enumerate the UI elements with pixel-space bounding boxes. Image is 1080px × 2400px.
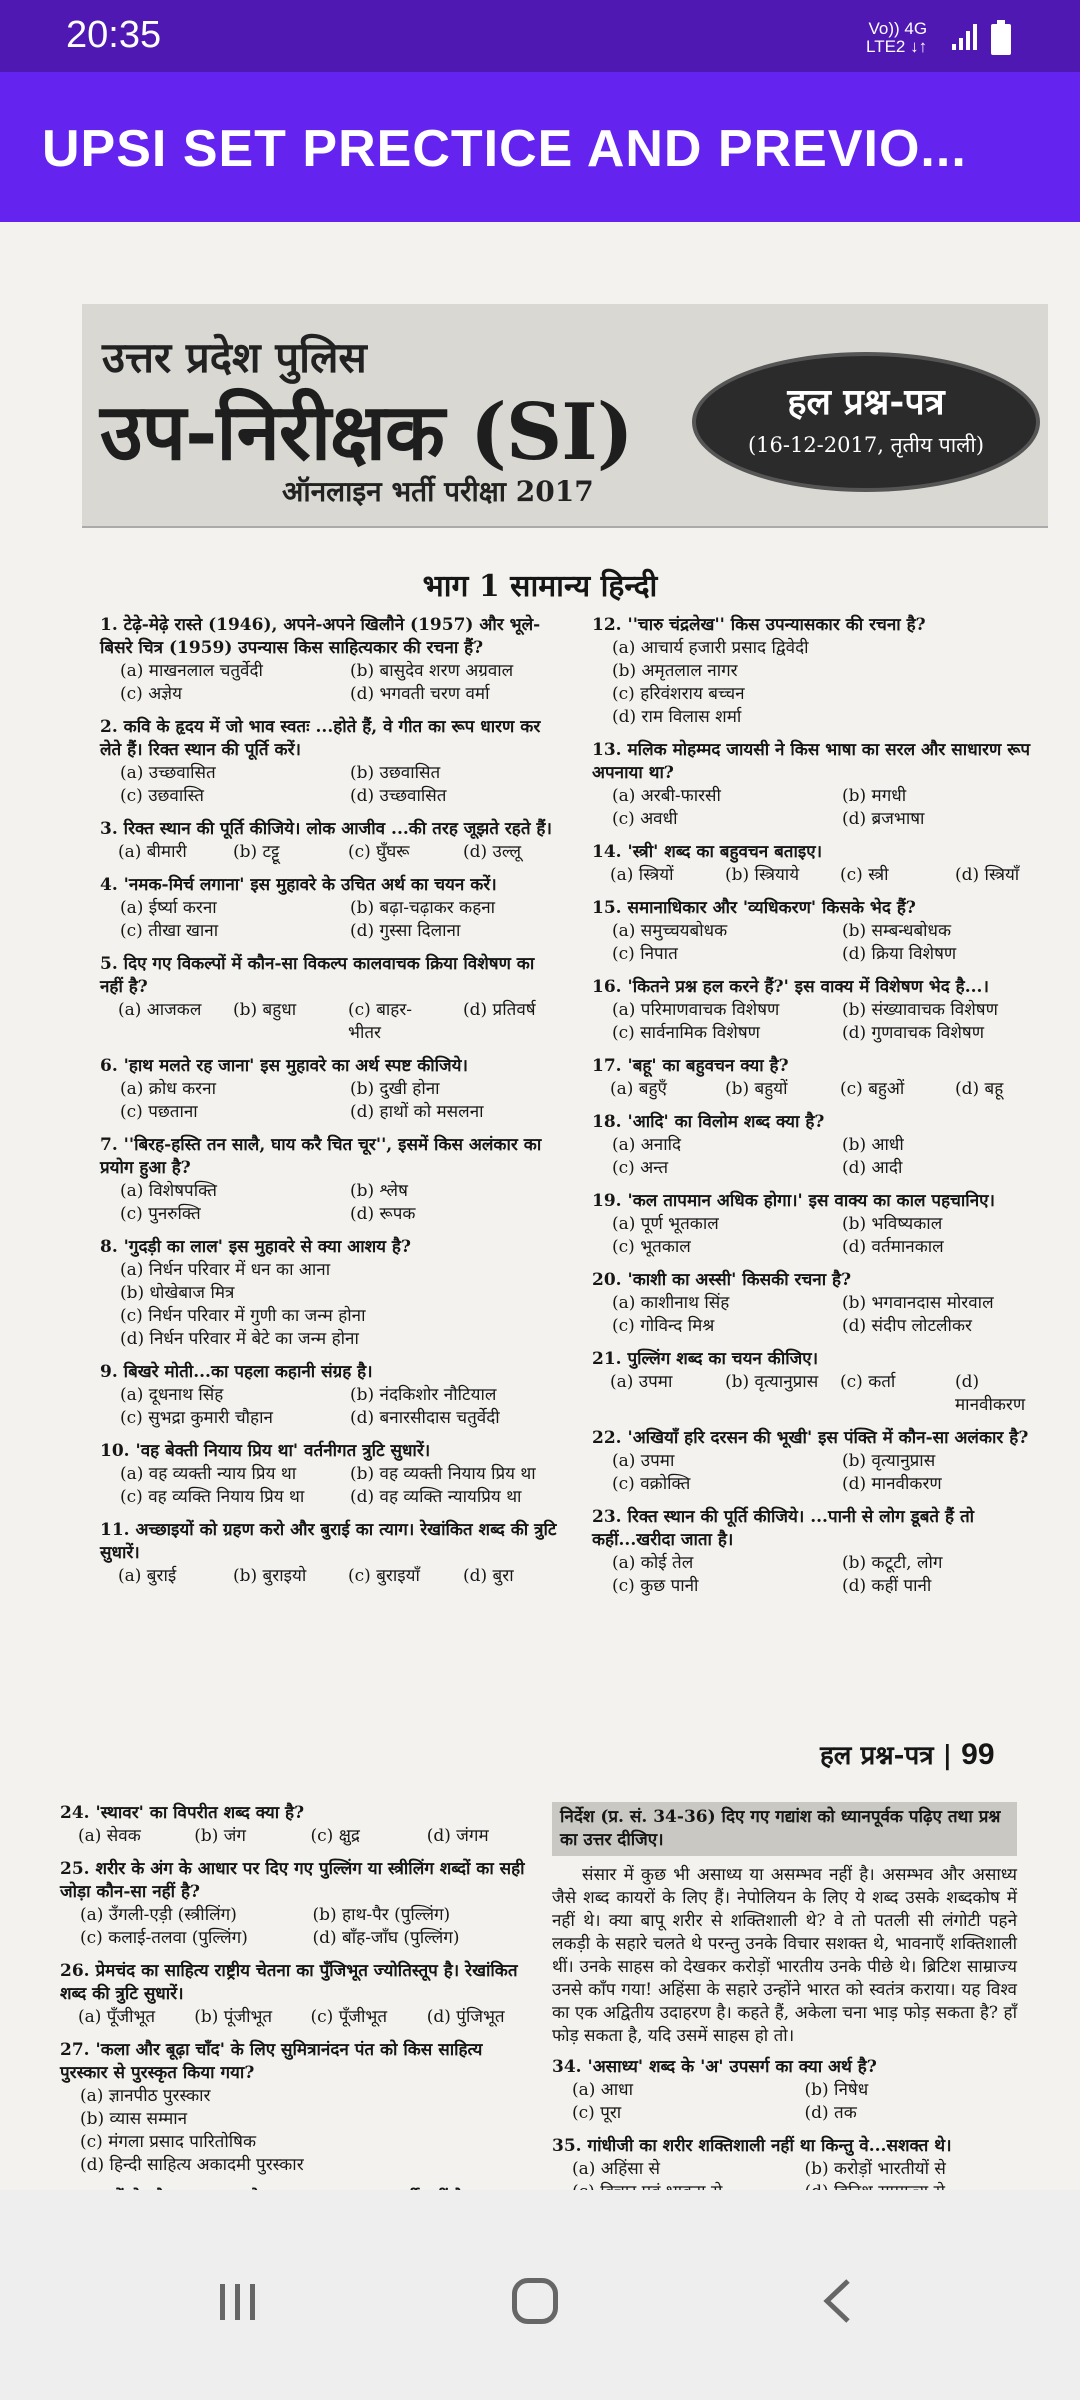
option-item: (d) बुरा <box>463 1566 514 1586</box>
options-list <box>60 2085 525 2177</box>
badge-subtitle: (16-12-2017, तृतीय पाली) <box>747 433 985 457</box>
question-text: 1. टेढ़े-मेढ़े रास्ते (1946), अपने-अपने खिलौने (1957) और भूले-बिसरे चित्र (1959) उपन्यास किस साहित्यकार की रचना हैं? <box>100 615 541 658</box>
banner-line-3: ऑनलाइन भर्ती परीक्षा 2017 <box>282 475 594 508</box>
option-item: (b) वृत्यानुप्रास <box>842 1451 936 1471</box>
home-button[interactable] <box>512 2278 558 2324</box>
option-item: (b) भविष्यकाल <box>842 1214 943 1234</box>
option-item: (d) भगवती चरण वर्मा <box>350 684 490 704</box>
option-item: (c) पछताना <box>120 1102 198 1122</box>
option-item: (a) ईर्ष्या करना <box>120 898 217 918</box>
option-item: (b) अमृतलाल नागर <box>612 661 738 681</box>
exam-banner <box>82 304 1048 528</box>
option-item: (a) विशेषपक्ति <box>120 1181 217 1201</box>
option-item: (b) बुराइयो <box>233 1566 307 1586</box>
option-item: (b) उछवासित <box>350 763 441 783</box>
options-list <box>60 2006 525 2029</box>
option-item: (a) उँगली-एड़ी (स्त्रीलिंग) <box>80 1905 237 1925</box>
option-item: (a) बीमारी <box>118 842 187 862</box>
question-item <box>100 874 560 943</box>
option-item: (a) सेवक <box>78 1826 141 1846</box>
question-text: 12. ''चारु चंद्रलेख'' किस उपन्यासकार की रचना है? <box>592 615 926 635</box>
question-text: 4. 'नमक-मिर्च लगाना' इस मुहावरे के उचित अर्थ का चयन करें। <box>100 875 497 895</box>
option-item: (b) स्त्रियाये <box>725 865 800 885</box>
badge-title: हल प्रश्न-पत्र <box>787 381 945 423</box>
navigation-bar <box>0 2190 1080 2400</box>
question-text: 2. कवि के हृदय में जो भाव स्वतः ...होते हैं, वे गीत का रूप धारण कर लेते हैं। रिक्त स्थान की पूर्ति करें। <box>100 717 541 760</box>
question-text: 19. 'कल तापमान अधिक होगा।' इस वाक्य का काल पहचानिए। <box>592 1191 995 1211</box>
options-list <box>592 999 1052 1045</box>
question-item <box>60 1802 525 1848</box>
option-item: (d) राम विलास शर्मा <box>612 707 742 727</box>
option-item: (d) संदीप लोटलीकर <box>842 1316 972 1336</box>
question-item <box>60 1960 525 2029</box>
option-item: (a) कोई तेल <box>612 1553 694 1573</box>
question-item <box>100 716 560 808</box>
options-list <box>592 1078 1052 1101</box>
option-item: (d) वह व्यक्ति न्यायप्रिय था <box>350 1487 522 1507</box>
question-item <box>592 841 1052 887</box>
question-text: 17. 'बहू' का बहुवचन क्या है? <box>592 1056 789 1076</box>
status-bar <box>0 0 1080 72</box>
option-item: (c) निपात <box>612 944 678 964</box>
option-item: (a) परिमाणवाचक विशेषण <box>612 1000 780 1020</box>
network-line-2: LTE2 ↓↑ <box>866 37 928 56</box>
banner-line-1: उत्तर प्रदेश पुलिस <box>102 333 367 382</box>
question-item <box>552 2056 1017 2125</box>
passage-directive: निर्देश (प्र. सं. 34-36) दिए गए गद्यांश को ध्यानपूर्वक पढ़िए तथा प्रश्न का उत्तर दीजिए। <box>552 1802 1017 1856</box>
option-item: (a) निर्धन परिवार में धन का आना <box>120 1260 331 1280</box>
option-item: (a) उपमा <box>610 1372 673 1392</box>
question-item <box>592 1111 1052 1180</box>
option-item: (c) सुभद्रा कुमारी चौहान <box>120 1408 273 1428</box>
option-item: (b) मगधी <box>842 786 907 806</box>
option-item: (b) टट्टू <box>233 842 280 862</box>
option-item: (d) गुणवाचक विशेषण <box>842 1023 985 1043</box>
option-item: (b) हाथ-पैर (पुल्लिंग) <box>312 1905 451 1925</box>
option-item: (d) मानवीकरण <box>955 1372 1026 1415</box>
option-item: (b) पूंजीभूत <box>194 2007 273 2027</box>
option-item: (c) पूरा <box>572 2103 622 2123</box>
option-item: (d) बाँह-जाँघ (पुल्लिंग) <box>312 1928 460 1948</box>
question-item <box>592 739 1052 831</box>
option-item: (c) अज्ञेय <box>120 684 182 704</box>
option-item: (d) बनारसीदास चतुर्वेदी <box>350 1408 500 1428</box>
page-number: 99 <box>961 1738 995 1771</box>
question-item <box>100 953 560 1045</box>
question-text: 35. गांधीजी का शरीर शक्तिशाली नहीं था किन्तु वे...सशक्त थे। <box>552 2136 952 2156</box>
options-list <box>592 1292 1052 1338</box>
option-item: (c) बहुओं <box>840 1079 905 1099</box>
option-item: (d) पुंजिभूत <box>426 2007 505 2027</box>
questions-column-lower-right <box>552 1802 1017 2247</box>
option-item: (d) कहीं पानी <box>842 1576 932 1596</box>
option-item: (d) ब्रजभाषा <box>842 809 925 829</box>
option-item: (d) रूपक <box>350 1204 416 1224</box>
question-item <box>100 1134 560 1226</box>
question-text: 7. ''बिरह-हस्ति तन सालै, घाय करै चित चूर'', इसमें किस अलंकार का प्रयोग हुआ है? <box>100 1135 542 1178</box>
question-item <box>100 1519 560 1588</box>
option-item: (b) आधी <box>842 1135 904 1155</box>
section-title: भाग 1 सामान्य हिन्दी <box>422 569 658 604</box>
option-item: (d) क्रिया विशेषण <box>842 944 957 964</box>
option-item: (a) पूर्ण भूतकाल <box>612 1214 719 1234</box>
option-item: (a) उपमा <box>612 1451 675 1471</box>
option-item: (a) उच्छवासित <box>120 763 216 783</box>
option-item: (a) ज्ञानपीठ पुरस्कार <box>80 2086 211 2106</box>
option-item: (c) कुछ पानी <box>612 1576 699 1596</box>
options-list <box>100 1259 560 1351</box>
network-line-1: Vo)) 4G <box>868 19 928 38</box>
question-item <box>592 1506 1052 1598</box>
options-list <box>592 1371 1052 1417</box>
option-item: (b) कटूटी, लोग <box>842 1553 943 1573</box>
options-list <box>592 637 1052 729</box>
question-text: 23. रिक्त स्थान की पूर्ति कीजिये। ...पानी से लोग डूबते हैं तो कहीं...खरीदा जाता है। <box>592 1507 975 1550</box>
option-item: (a) पूँजीभूत <box>78 2007 156 2027</box>
option-item: (c) गोविन्द मिश्र <box>612 1316 715 1336</box>
option-item: (b) करोड़ों भारतीयों से <box>804 2159 946 2179</box>
question-text: 18. 'आदि' का विलोम शब्द क्या है? <box>592 1112 825 1132</box>
battery-icon <box>990 20 1012 56</box>
option-item: (b) बासुदेव शरण अग्रवाल <box>350 661 514 681</box>
options-list <box>60 1825 525 1848</box>
question-text: 34. 'असाध्य' शब्द के 'अ' उपसर्ग का क्या अर्थ है? <box>552 2057 877 2077</box>
option-item: (a) वह व्यक्ती न्याय प्रिय था <box>120 1464 297 1484</box>
option-item: (b) भगवानदास मोरवाल <box>842 1293 994 1313</box>
question-text: 21. पुल्लिंग शब्द का चयन कीजिए। <box>592 1349 819 1369</box>
option-item: (a) स्त्रियों <box>610 865 674 885</box>
option-item: (b) दुखी होना <box>350 1079 440 1099</box>
option-item: (a) आधा <box>572 2080 634 2100</box>
option-item: (a) क्रोध करना <box>120 1079 216 1099</box>
options-list <box>100 762 560 808</box>
option-item: (a) आजकल <box>118 1000 202 1020</box>
app-title: UPSI SET PRECTICE AND PREVIO... <box>42 120 967 178</box>
question-text: 26. प्रेमचंद का साहित्य राष्ट्रीय चेतना का पुँजिभूत ज्योतिस्तूप है। रेखांकित शब्द की त्रुटि सुधारें। <box>60 1961 518 2004</box>
status-time: 20:35 <box>66 14 162 56</box>
passage-text: संसार में कुछ भी असाध्य या असम्भव नहीं है। असम्भव और असाध्य जैसे शब्द कायरों के लिए हैं। नेपोलियन के लिए ये शब्द उसके शब्दकोष में नहीं थे। क्या बापू शरीर से शक्तिशाली थे? वे तो पतली सी लंगोटी पहने लकड़ी के सहारे चलते थे परन्तु उनके विचार सशक्त थे, भावनाएँ शक्तिशाली थीं। उनके साहस को देखकर करोड़ों भारतीय उनके पीछे थे। ब्रिटिश साम्राज्य उनसे काँप गया! अहिंसा के सहारे उन्होंने भारत को स्वतंत्र कराया। यह विश्व का एक अद्वितीय उदाहरण है। कहते हैं, अकेला चना भाड़ फोड़ सकता है? हाँ फोड़ सकता है, यदि उसमें साहस हो तो। <box>552 1865 1017 2046</box>
options-list <box>592 1213 1052 1259</box>
question-text: 3. रिक्त स्थान की पूर्ति कीजिये। लोक आजीव ...की तरह जूझते रहते हैं। <box>100 819 552 839</box>
option-item: (d) स्त्रियाँ <box>955 865 1020 885</box>
options-list <box>100 1384 560 1430</box>
questions-column-left <box>100 614 560 1598</box>
option-item: (b) सम्बन्धबोधक <box>842 921 952 941</box>
option-item: (b) व्यास सम्मान <box>80 2109 188 2129</box>
back-icon[interactable] <box>822 2278 852 2324</box>
network-indicator <box>866 20 927 56</box>
options-list <box>100 1565 560 1588</box>
question-text: 11. अच्छाइयों को ग्रहण करो और बुराई का त्याग। रेखांकित शब्द की त्रुटि सुधारें। <box>100 1520 557 1563</box>
option-item: (c) वह व्यक्ति नियाय प्रिय था <box>120 1487 305 1507</box>
question-text: 10. 'वह बेक्ती नियाय प्रिय था' वर्तनीगत त्रुटि सुधारें। <box>100 1441 431 1461</box>
questions-column-right <box>592 614 1052 1608</box>
banner-line-2: उप-निरीक्षक (SI) <box>100 387 633 478</box>
option-item: (c) उछवास्ति <box>120 786 204 806</box>
options-list <box>100 1180 560 1226</box>
options-list <box>100 841 560 864</box>
solved-paper-badge <box>692 352 1040 492</box>
option-item: (b) श्लेष <box>350 1181 408 1201</box>
option-item: (d) आदी <box>842 1158 903 1178</box>
options-list <box>100 1078 560 1124</box>
option-item: (a) काशीनाथ सिंह <box>612 1293 730 1313</box>
options-list <box>60 1904 525 1950</box>
option-item: (a) बहुएँ <box>610 1079 667 1099</box>
option-item: (b) वह व्यक्ती नियाय प्रिय था <box>350 1464 536 1484</box>
recent-apps-icon[interactable] <box>218 2284 258 2320</box>
option-item: (b) निषेध <box>804 2080 869 2100</box>
question-item <box>100 1055 560 1124</box>
option-item: (c) कलाई-तलवा (पुल्लिंग) <box>80 1928 248 1948</box>
question-item <box>100 818 560 864</box>
question-text: 14. 'स्त्री' शब्द का बहुवचन बताइए। <box>592 842 823 862</box>
option-item: (b) वृत्यानुप्रास <box>725 1372 819 1392</box>
option-item: (c) स्त्री <box>840 865 889 885</box>
options-list <box>100 999 560 1045</box>
option-item: (b) नंदकिशोर नौटियाल <box>350 1385 497 1405</box>
question-text: 15. समानाधिकार और 'व्यधिकरण' किसके भेद हैं? <box>592 898 916 918</box>
question-item <box>592 614 1052 729</box>
options-list <box>552 2079 1017 2125</box>
question-text: 25. शरीर के अंग के आधार पर दिए गए पुल्लिंग या स्त्रीलिंग शब्दों का सही जोड़ा कौन-सा नहीं है? <box>60 1859 525 1902</box>
option-item: (b) बहुधा <box>233 1000 297 1020</box>
question-text: 27. 'कला और बूढ़ा चाँद' के लिए सुमित्रानंदन पंत को किस साहित्य पुरस्कार से पुरस्कृत किया गया? <box>60 2040 483 2083</box>
options-list <box>100 1463 560 1509</box>
option-item: (c) क्षुद्र <box>310 1826 360 1846</box>
question-item <box>592 976 1052 1045</box>
option-item: (a) समुच्चयबोधक <box>612 921 728 941</box>
option-item: (c) बुराइयाँ <box>348 1566 420 1586</box>
option-item: (c) भूतकाल <box>612 1237 691 1257</box>
question-item <box>592 897 1052 966</box>
question-text: 8. 'गुदड़ी का लाल' इस मुहावरे से क्या आशय है? <box>100 1237 411 1257</box>
options-list <box>592 1450 1052 1496</box>
option-item: (c) निर्धन परिवार में गुणी का जन्म होना <box>120 1306 366 1326</box>
option-item: (b) बहुयों <box>725 1079 788 1099</box>
option-item: (c) अन्त <box>612 1158 669 1178</box>
option-item: (c) हरिवंशराय बच्चन <box>612 684 745 704</box>
question-item <box>592 1427 1052 1496</box>
option-item: (d) गुस्सा दिलाना <box>350 921 461 941</box>
option-item: (a) बुराई <box>118 1566 177 1586</box>
question-item <box>100 1361 560 1430</box>
question-item <box>60 2039 525 2177</box>
option-item: (c) मंगला प्रसाद पारितोषिक <box>80 2132 257 2152</box>
options-list <box>592 920 1052 966</box>
question-item <box>60 1858 525 1950</box>
question-text: 22. 'अखियाँ हरि दरसन की भूखी' इस पंक्ति में कौन-सा अलंकार है? <box>592 1428 1029 1448</box>
question-item <box>100 1440 560 1509</box>
option-item: (c) वक्रोक्ति <box>612 1474 691 1494</box>
option-item: (c) अवधी <box>612 809 678 829</box>
option-item: (b) धोखेबाज मित्र <box>120 1283 235 1303</box>
options-list <box>100 897 560 943</box>
question-text: 16. 'कितने प्रश्न हल करने हैं?' इस वाक्य में विशेषण भेद है...। <box>592 977 989 997</box>
option-item: (c) पूँजीभूत <box>310 2007 388 2027</box>
option-item: (d) तक <box>804 2103 857 2123</box>
option-item: (c) सार्वनामिक विशेषण <box>612 1023 760 1043</box>
option-item: (c) तीखा खाना <box>120 921 219 941</box>
option-item: (a) आचार्य हजारी प्रसाद द्विवेदी <box>612 638 809 658</box>
option-item: (c) पुनरुक्ति <box>120 1204 201 1224</box>
signal-icon <box>950 22 982 52</box>
option-item: (d) बहू <box>955 1079 1004 1099</box>
options-list <box>592 1134 1052 1180</box>
question-text: 5. दिए गए विकल्पों में कौन-सा विकल्प कालवाचक क्रिया विशेषण का नहीं है? <box>100 954 535 997</box>
question-item <box>100 614 560 706</box>
question-item <box>100 1236 560 1351</box>
question-text: 20. 'काशी का अस्सी' किसकी रचना है? <box>592 1270 852 1290</box>
question-text: 13. मलिक मोहम्मद जायसी ने किस भाषा का सरल और साधारण रूप अपनाया था? <box>592 740 1031 783</box>
option-item: (d) हिन्दी साहित्य अकादमी पुरस्कार <box>80 2155 304 2175</box>
option-item: (b) जंग <box>194 1826 246 1846</box>
options-list <box>100 660 560 706</box>
option-item: (a) दूधनाथ सिंह <box>120 1385 224 1405</box>
option-item: (d) उच्छवासित <box>350 786 447 806</box>
app-bar <box>0 72 1080 222</box>
option-item: (d) उल्लू <box>463 842 522 862</box>
option-item: (c) घुँघरू <box>348 842 410 862</box>
page-footer <box>820 1736 995 1772</box>
question-item <box>592 1055 1052 1101</box>
options-list <box>592 864 1052 887</box>
option-item: (a) माखनलाल चतुर्वेदी <box>120 661 263 681</box>
option-item: (b) संख्यावाचक विशेषण <box>842 1000 998 1020</box>
options-list <box>592 1552 1052 1598</box>
option-item: (c) बाहर-भीतर <box>348 1000 413 1043</box>
option-item: (c) कर्ता <box>840 1372 896 1392</box>
option-item: (d) मानवीकरण <box>842 1474 942 1494</box>
page-footer-label: हल प्रश्न-पत्र | <box>820 1741 953 1771</box>
option-item: (a) अनादि <box>612 1135 682 1155</box>
option-item: (d) जंगम <box>426 1826 489 1846</box>
option-item: (d) हाथों को मसलना <box>350 1102 484 1122</box>
question-text: 9. बिखरे मोती...का पहला कहानी संग्रह है। <box>100 1362 373 1382</box>
option-item: (b) बढ़ा-चढ़ाकर कहना <box>350 898 496 918</box>
option-item: (d) वर्तमानकाल <box>842 1237 944 1257</box>
question-text: 6. 'हाथ मलते रह जाना' इस मुहावरे का अर्थ स्पष्ट कीजिये। <box>100 1056 468 1076</box>
option-item: (a) अरबी-फारसी <box>612 786 721 806</box>
question-item <box>592 1269 1052 1338</box>
options-list <box>592 785 1052 831</box>
option-item: (a) अहिंसा से <box>572 2159 661 2179</box>
question-item <box>592 1190 1052 1259</box>
question-text: 24. 'स्थावर' का विपरीत शब्द क्या है? <box>60 1803 305 1823</box>
option-item: (d) प्रतिवर्ष <box>463 1000 536 1020</box>
option-item: (d) निर्धन परिवार में बेटे का जन्म होना <box>120 1329 359 1349</box>
question-item <box>592 1348 1052 1417</box>
document-page[interactable] <box>0 222 1080 2190</box>
